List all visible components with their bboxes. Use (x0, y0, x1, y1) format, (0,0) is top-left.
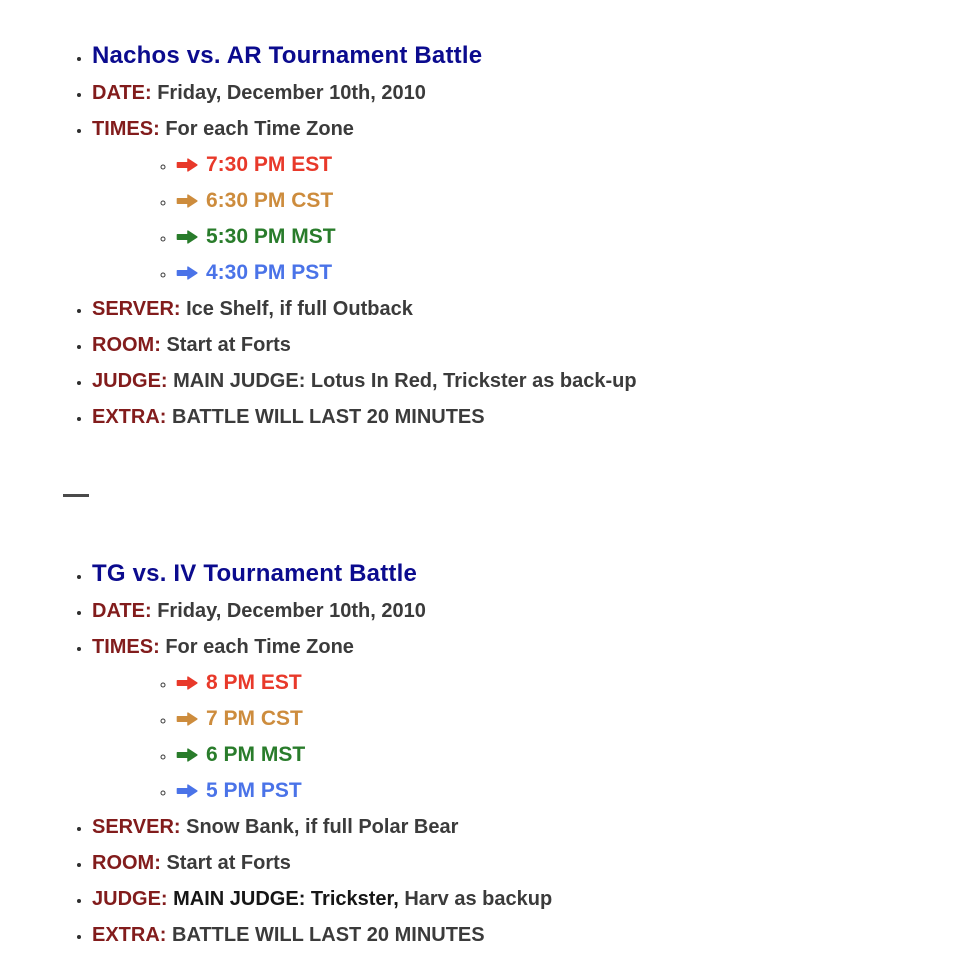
judge-label: JUDGE: (92, 370, 168, 392)
arrow-right-icon (176, 737, 198, 773)
section-title: TG vs. IV Tournament Battle (92, 560, 418, 587)
room-label: ROOM: (92, 334, 161, 356)
times-item (92, 629, 942, 809)
judge-value: Harv as backup (404, 888, 553, 910)
time-item-cst (176, 701, 942, 737)
judge-item (92, 363, 942, 399)
server-value: Ice Shelf, if full Outback (186, 298, 413, 320)
times-intro: For each Time Zone (165, 118, 354, 140)
section-divider (63, 494, 89, 497)
extra-label: EXTRA: (92, 406, 167, 428)
time-item-mst (176, 219, 942, 255)
time-item-est (176, 665, 942, 701)
time-item-est (176, 147, 942, 183)
time-text: 6:30 PM CST (206, 189, 334, 212)
extra-value: BATTLE WILL LAST 20 MINUTES (172, 406, 485, 428)
announcement-list-1 (52, 38, 942, 435)
extra-item (92, 399, 942, 435)
room-value: Start at Forts (166, 334, 291, 356)
time-text: 8 PM EST (206, 671, 302, 694)
time-item-pst (176, 773, 942, 809)
extra-item (92, 917, 942, 953)
server-item (92, 809, 942, 845)
time-text: 5 PM PST (206, 779, 302, 802)
server-value: Snow Bank, if full Polar Bear (186, 816, 459, 838)
room-item (92, 327, 942, 363)
time-item-pst (176, 255, 942, 291)
date-label: DATE: (92, 82, 152, 104)
arrow-right-icon (176, 701, 198, 737)
room-item (92, 845, 942, 881)
arrow-right-icon (176, 183, 198, 219)
date-value: Friday, December 10th, 2010 (157, 600, 426, 622)
timezone-list (92, 665, 942, 809)
date-item (92, 75, 942, 111)
server-label: SERVER: (92, 298, 181, 320)
times-label: TIMES: (92, 636, 160, 658)
time-item-mst (176, 737, 942, 773)
time-text: 4:30 PM PST (206, 261, 333, 284)
section-title: Nachos vs. AR Tournament Battle (92, 42, 483, 69)
arrow-right-icon (176, 665, 198, 701)
judge-label: JUDGE: (92, 888, 168, 910)
server-item (92, 291, 942, 327)
arrow-right-icon (176, 773, 198, 809)
time-item-cst (176, 183, 942, 219)
room-value: Start at Forts (166, 852, 291, 874)
date-value: Friday, December 10th, 2010 (157, 82, 426, 104)
date-label: DATE: (92, 600, 152, 622)
arrow-right-icon (176, 219, 198, 255)
date-item (92, 593, 942, 629)
timezone-list (92, 147, 942, 291)
times-intro: For each Time Zone (165, 636, 354, 658)
announcement-list-2 (52, 556, 942, 953)
judge-item (92, 881, 942, 917)
extra-value: BATTLE WILL LAST 20 MINUTES (172, 924, 485, 946)
time-text: 7 PM CST (206, 707, 303, 730)
times-item (92, 111, 942, 291)
section-title-item (92, 38, 942, 75)
time-text: 5:30 PM MST (206, 225, 336, 248)
arrow-right-icon (176, 147, 198, 183)
server-label: SERVER: (92, 816, 181, 838)
arrow-right-icon (176, 255, 198, 291)
section-title-item (92, 556, 942, 593)
time-text: 7:30 PM EST (206, 153, 333, 176)
judge-strong-value: MAIN JUDGE: Trickster, (173, 888, 405, 910)
times-label: TIMES: (92, 118, 160, 140)
extra-label: EXTRA: (92, 924, 167, 946)
room-label: ROOM: (92, 852, 161, 874)
time-text: 6 PM MST (206, 743, 306, 766)
judge-value: MAIN JUDGE: Lotus In Red, Trickster as back-up (173, 370, 637, 392)
